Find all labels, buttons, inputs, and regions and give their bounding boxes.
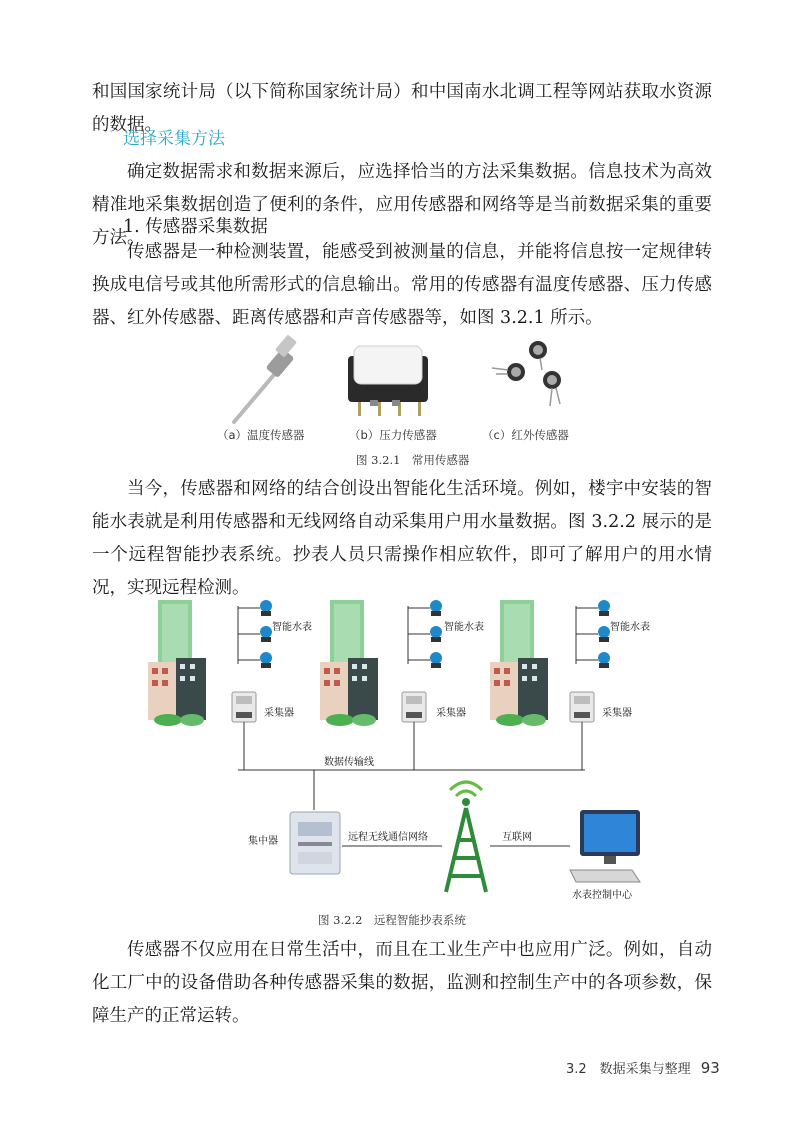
meter-system-diagram xyxy=(140,600,670,900)
concentrator-label: 集中器 xyxy=(248,836,278,847)
meter-label-3: 智能水表 xyxy=(610,622,650,633)
building-group-2 xyxy=(320,600,442,726)
concentrator-image xyxy=(290,812,340,874)
figure1-title: 图 3.2.1 常用传感器 xyxy=(356,453,470,467)
collector-label-1: 采集器 xyxy=(264,708,294,719)
paragraph-method: 确定数据需求和数据来源后，应选择恰当的方法采集数据。信息技术为高效精准地采集数据创造了便利的条件，应用传感器和网络等是当前数据采集的重要方法。 xyxy=(92,162,712,248)
caption-pressure-sensor: （b）压力传感器 xyxy=(349,428,437,442)
signal-tower-icon xyxy=(446,782,486,892)
footer-section: 3.2 数据采集与整理 xyxy=(566,1062,691,1077)
paragraph-smart-meter: 当今，传感器和网络的结合创设出智能化生活环境。例如，楼宇中安装的智能水表就是利用传感器和无线网络自动采集用户用水量数据。图 3.2.2 展示的是一个远程智能抄表系统。抄表人员只需操作相应软件，即可了解用户的用水情况，实现远程检测。 xyxy=(92,479,712,598)
paragraph-industry: 传感器不仅应用在日常生活中，而且在工业生产中也应用广泛。例如，自动化工厂中的设备借助各种传感器采集的数据，监测和控制生产中的各项参数，保障生产的正常运转。 xyxy=(92,940,712,1026)
control-center-label: 水表控制中心 xyxy=(572,890,632,900)
subsection-heading: 1. 传感器采集数据 xyxy=(123,217,268,237)
data-transmission-line xyxy=(238,722,585,810)
collector-label-2: 采集器 xyxy=(436,708,466,719)
pressure-sensor-image xyxy=(348,346,428,416)
caption-infrared-sensor: （c）红外传感器 xyxy=(482,428,569,442)
meter-label-1: 智能水表 xyxy=(272,622,312,633)
data-line-label: 数据传输线 xyxy=(324,757,374,768)
paragraph-intro: 和国国家统计局（以下简称国家统计局）和中国南水北调工程等网站获取水资源的数据。 xyxy=(92,82,712,135)
internet-label: 互联网 xyxy=(502,832,532,843)
temperature-sensor-image xyxy=(234,334,297,422)
page-number: 93 xyxy=(700,1059,720,1077)
building-group-3 xyxy=(490,600,610,726)
collector-label-3: 采集器 xyxy=(602,708,632,719)
infrared-sensor-image xyxy=(492,341,561,406)
wireless-network-label: 远程无线通信网络 xyxy=(348,832,428,843)
paragraph-sensor-definition: 传感器是一种检测装置，能感受到被测量的信息，并能将信息按一定规律转换成电信号或其他所需形式的信息输出。常用的传感器有温度传感器、压力传感器、红外传感器、距离传感器和声音传感器等，如图 3.2.1 所示。 xyxy=(92,242,712,328)
page-footer xyxy=(566,1058,720,1077)
caption-temperature-sensor: （a）温度传感器 xyxy=(217,428,305,442)
sensor-figure xyxy=(220,330,580,430)
figure2-title: 图 3.2.2 远程智能抄表系统 xyxy=(318,913,466,927)
computer-icon xyxy=(570,810,640,882)
meter-label-2: 智能水表 xyxy=(444,622,484,633)
building-group-1 xyxy=(148,600,272,726)
section-heading: 选择采集方法 xyxy=(123,129,225,149)
